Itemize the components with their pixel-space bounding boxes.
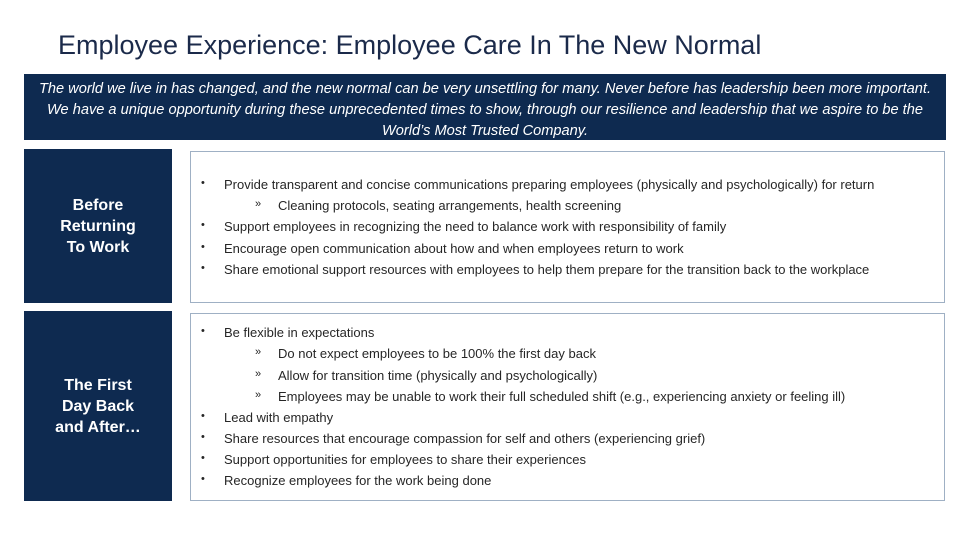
list-subitem: Allow for transition time (physically and psychologically) (278, 368, 598, 383)
sub-bullet-marker: » (255, 389, 262, 401)
bullet-marker: • (201, 431, 205, 443)
list-item: Lead with empathy (224, 410, 334, 425)
sub-bullet-marker: » (255, 368, 262, 380)
sub-bullet-marker: » (255, 346, 262, 358)
bullet-marker: • (201, 177, 205, 189)
bullet-marker: • (201, 473, 205, 485)
list-item: Encourage open communication about how and when employees return to work (224, 241, 684, 256)
page-title: Employee Experience: Employee Care In The New Normal (58, 30, 762, 60)
bullet-marker: • (201, 325, 205, 337)
bullet-marker: • (201, 262, 205, 274)
list-item: Recognize employees for the work being done (224, 473, 492, 488)
bullet-marker: • (201, 241, 205, 253)
section-label-first-day-back (24, 311, 172, 501)
list-subitem: Employees may be unable to work their full scheduled shift (e.g., experiencing anxiety or feeling ill) (278, 389, 846, 404)
sub-bullet-marker: » (255, 198, 262, 210)
list-item: Provide transparent and concise communications preparing employees (physically and psychologically) for return (224, 177, 875, 192)
list-item: Support employees in recognizing the need to balance work with responsibility of family (224, 219, 727, 234)
section-label-text: Before Returning To Work (60, 196, 136, 256)
bullet-marker: • (201, 410, 205, 422)
section-content-before-returning (190, 151, 945, 303)
section-label-text: The First Day Back and After… (55, 376, 141, 436)
bullet-marker: • (201, 452, 205, 464)
list-subitem: Do not expect employees to be 100% the first day back (278, 346, 596, 361)
list-item: Support opportunities for employees to share their experiences (224, 452, 587, 467)
bullet-marker: • (201, 219, 205, 231)
list-item: Share resources that encourage compassion for self and others (experiencing grief) (224, 431, 706, 446)
intro-banner: The world we live in has changed, and the new normal can be very unsettling for many. Never before has leadership been more important. We have a unique opportunity during these unprecedented times to show, through our resilience and leadership that we aspire to be the World’s Most Trusted Company. (24, 74, 946, 140)
section-label-before-returning (24, 149, 172, 303)
list-subitem: Cleaning protocols, seating arrangements, health screening (278, 198, 622, 213)
list-item: Share emotional support resources with employees to help them prepare for the transition back to the workplace (224, 262, 870, 277)
list-item: Be flexible in expectations (224, 325, 375, 340)
section-content-first-day-back (190, 313, 945, 501)
